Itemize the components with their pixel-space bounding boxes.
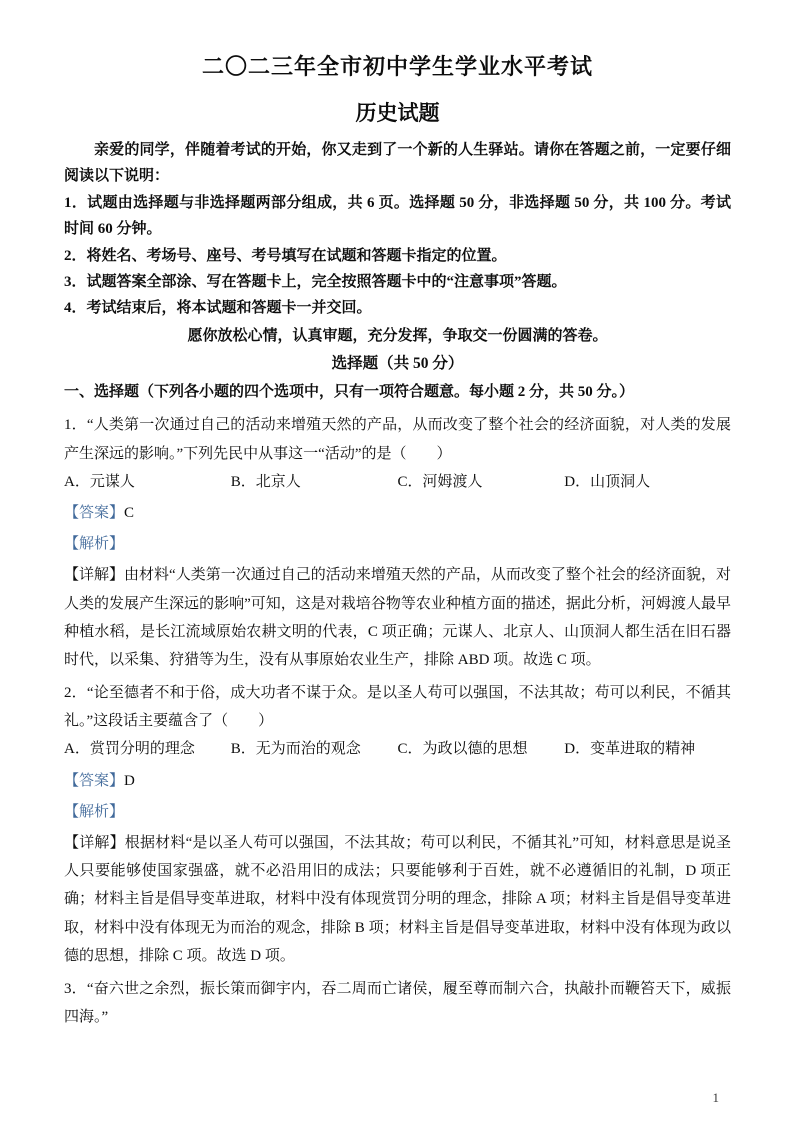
question-1-option-c: C．河姆渡人 bbox=[397, 473, 483, 490]
question-1-option-d: D．山顶洞人 bbox=[564, 473, 651, 490]
wish-line: 愿你放松心情，认真审题，充分发挥，争取交一份圆满的答卷。 bbox=[187, 327, 608, 344]
section-heading: 选择题（共 50 分） bbox=[331, 355, 464, 373]
question-2-option-d: D．变革进取的精神 bbox=[564, 741, 696, 758]
answer-label: 【答案】 bbox=[64, 772, 125, 789]
question-2-option-a: A．赏罚分明的理念 bbox=[64, 741, 195, 758]
question-2-analysis-line bbox=[64, 798, 731, 826]
question-2-option-c: C．为政以德的思想 bbox=[397, 741, 528, 758]
question-2-options bbox=[64, 735, 731, 763]
question-1-option-b: B．北京人 bbox=[230, 473, 301, 490]
question-block-1 bbox=[64, 411, 731, 674]
notice-intro: 亲爱的同学，伴随着考试的开始，你又走到了一个新的人生驿站。请你在答题之前，一定要仔细阅读以下说明： bbox=[64, 142, 731, 185]
part-heading: 一、选择题（下列各小题的四个选项中，只有一项符合题意。每小题 2 分，共 50 分。） bbox=[64, 384, 635, 401]
analysis-label: 【解析】 bbox=[64, 536, 125, 553]
question-1-options bbox=[64, 468, 731, 496]
instruction-item-4: 4．考试结束后，将本试题和答题卡一并交回。 bbox=[64, 300, 372, 317]
instruction-item-2: 2．将姓名、考场号、座号、考号填写在试题和答题卡指定的位置。 bbox=[64, 247, 507, 264]
question-2-detail: 【详解】根据材料“是以圣人苟可以强国，不法其故；苟可以利民，不循其礼”可知，材料意思是说圣人只要能够使国家强盛，就不必沿用旧的成法；只要能够利于百姓，就不必遵循旧的礼制，D 项正确；材料主旨是倡导变革进取，材料中没有体现赏罚分明的理念，排除 A 项；材料主旨是倡导变革进取，材料中没有体现无为而治的观念，排除 B 项；材料主旨是倡导变革进取，材料中没有体现为政以德的思想，排除 C 项。故选 D 项。 bbox=[64, 835, 731, 964]
question-2-answer-line bbox=[64, 767, 731, 795]
question-1-stem: 1．“人类第一次通过自己的活动来增殖天然的产品，从而改变了整个社会的经济面貌，对人类的发展产生深远的影响。”下列先民中从事这一“活动”的是（ ） bbox=[64, 417, 731, 462]
question-1-option-a: A．元谋人 bbox=[64, 473, 135, 490]
exam-notice bbox=[64, 137, 731, 322]
document-subtitle: 历史试题 bbox=[355, 101, 440, 125]
question-2-option-b: B．无为而治的观念 bbox=[230, 741, 361, 758]
question-1-answer-line bbox=[64, 499, 731, 527]
question-block-2 bbox=[64, 679, 731, 970]
instruction-item-1: 1．试题由选择题与非选择题两部分组成，共 6 页。选择题 50 分，非选择题 50 分，共 100 分。考试时间 60 分钟。 bbox=[64, 194, 731, 238]
document-title: 二〇二三年全市初中学生学业水平考试 bbox=[201, 54, 593, 79]
instruction-item-3: 3．试题答案全部涂、写在答题卡上，完全按照答题卡中的“注意事项”答题。 bbox=[64, 273, 567, 290]
question-1-analysis-line bbox=[64, 530, 731, 558]
question-1-answer-value: C bbox=[124, 504, 135, 521]
question-2-stem: 2．“论至德者不和于俗，成大功者不谋于众。是以圣人苟可以强国，不法其故；苟可以利民，不循其礼。”这段话主要蕴含了（ ） bbox=[64, 685, 731, 730]
question-1-detail: 【详解】由材料“人类第一次通过自己的活动来增殖天然的产品，从而改变了整个社会的经济面貌，对人类的发展产生深远的影响”可知，这是对栽培谷物等农业种植方面的描述，据此分析，河姆渡人最早种植水稻，是长江流域原始农耕文明的代表，C 项正确；元谋人、北京人、山顶洞人都生活在旧石器时代，以采集、狩猎等为生，没有从事原始农业生产，排除 ABD 项。故选 C 项。 bbox=[64, 567, 731, 668]
question-block-3 bbox=[64, 975, 731, 1031]
page-number: 1 bbox=[712, 1090, 719, 1105]
analysis-label: 【解析】 bbox=[64, 803, 125, 820]
question-3-stem: 3．“奋六世之余烈，振长策而御宇内，吞二周而亡诸侯，履至尊而制六合，执敲扑而鞭笞天下，威振四海。” bbox=[64, 980, 731, 1026]
question-2-answer-value: D bbox=[124, 772, 135, 789]
answer-label: 【答案】 bbox=[64, 504, 125, 521]
